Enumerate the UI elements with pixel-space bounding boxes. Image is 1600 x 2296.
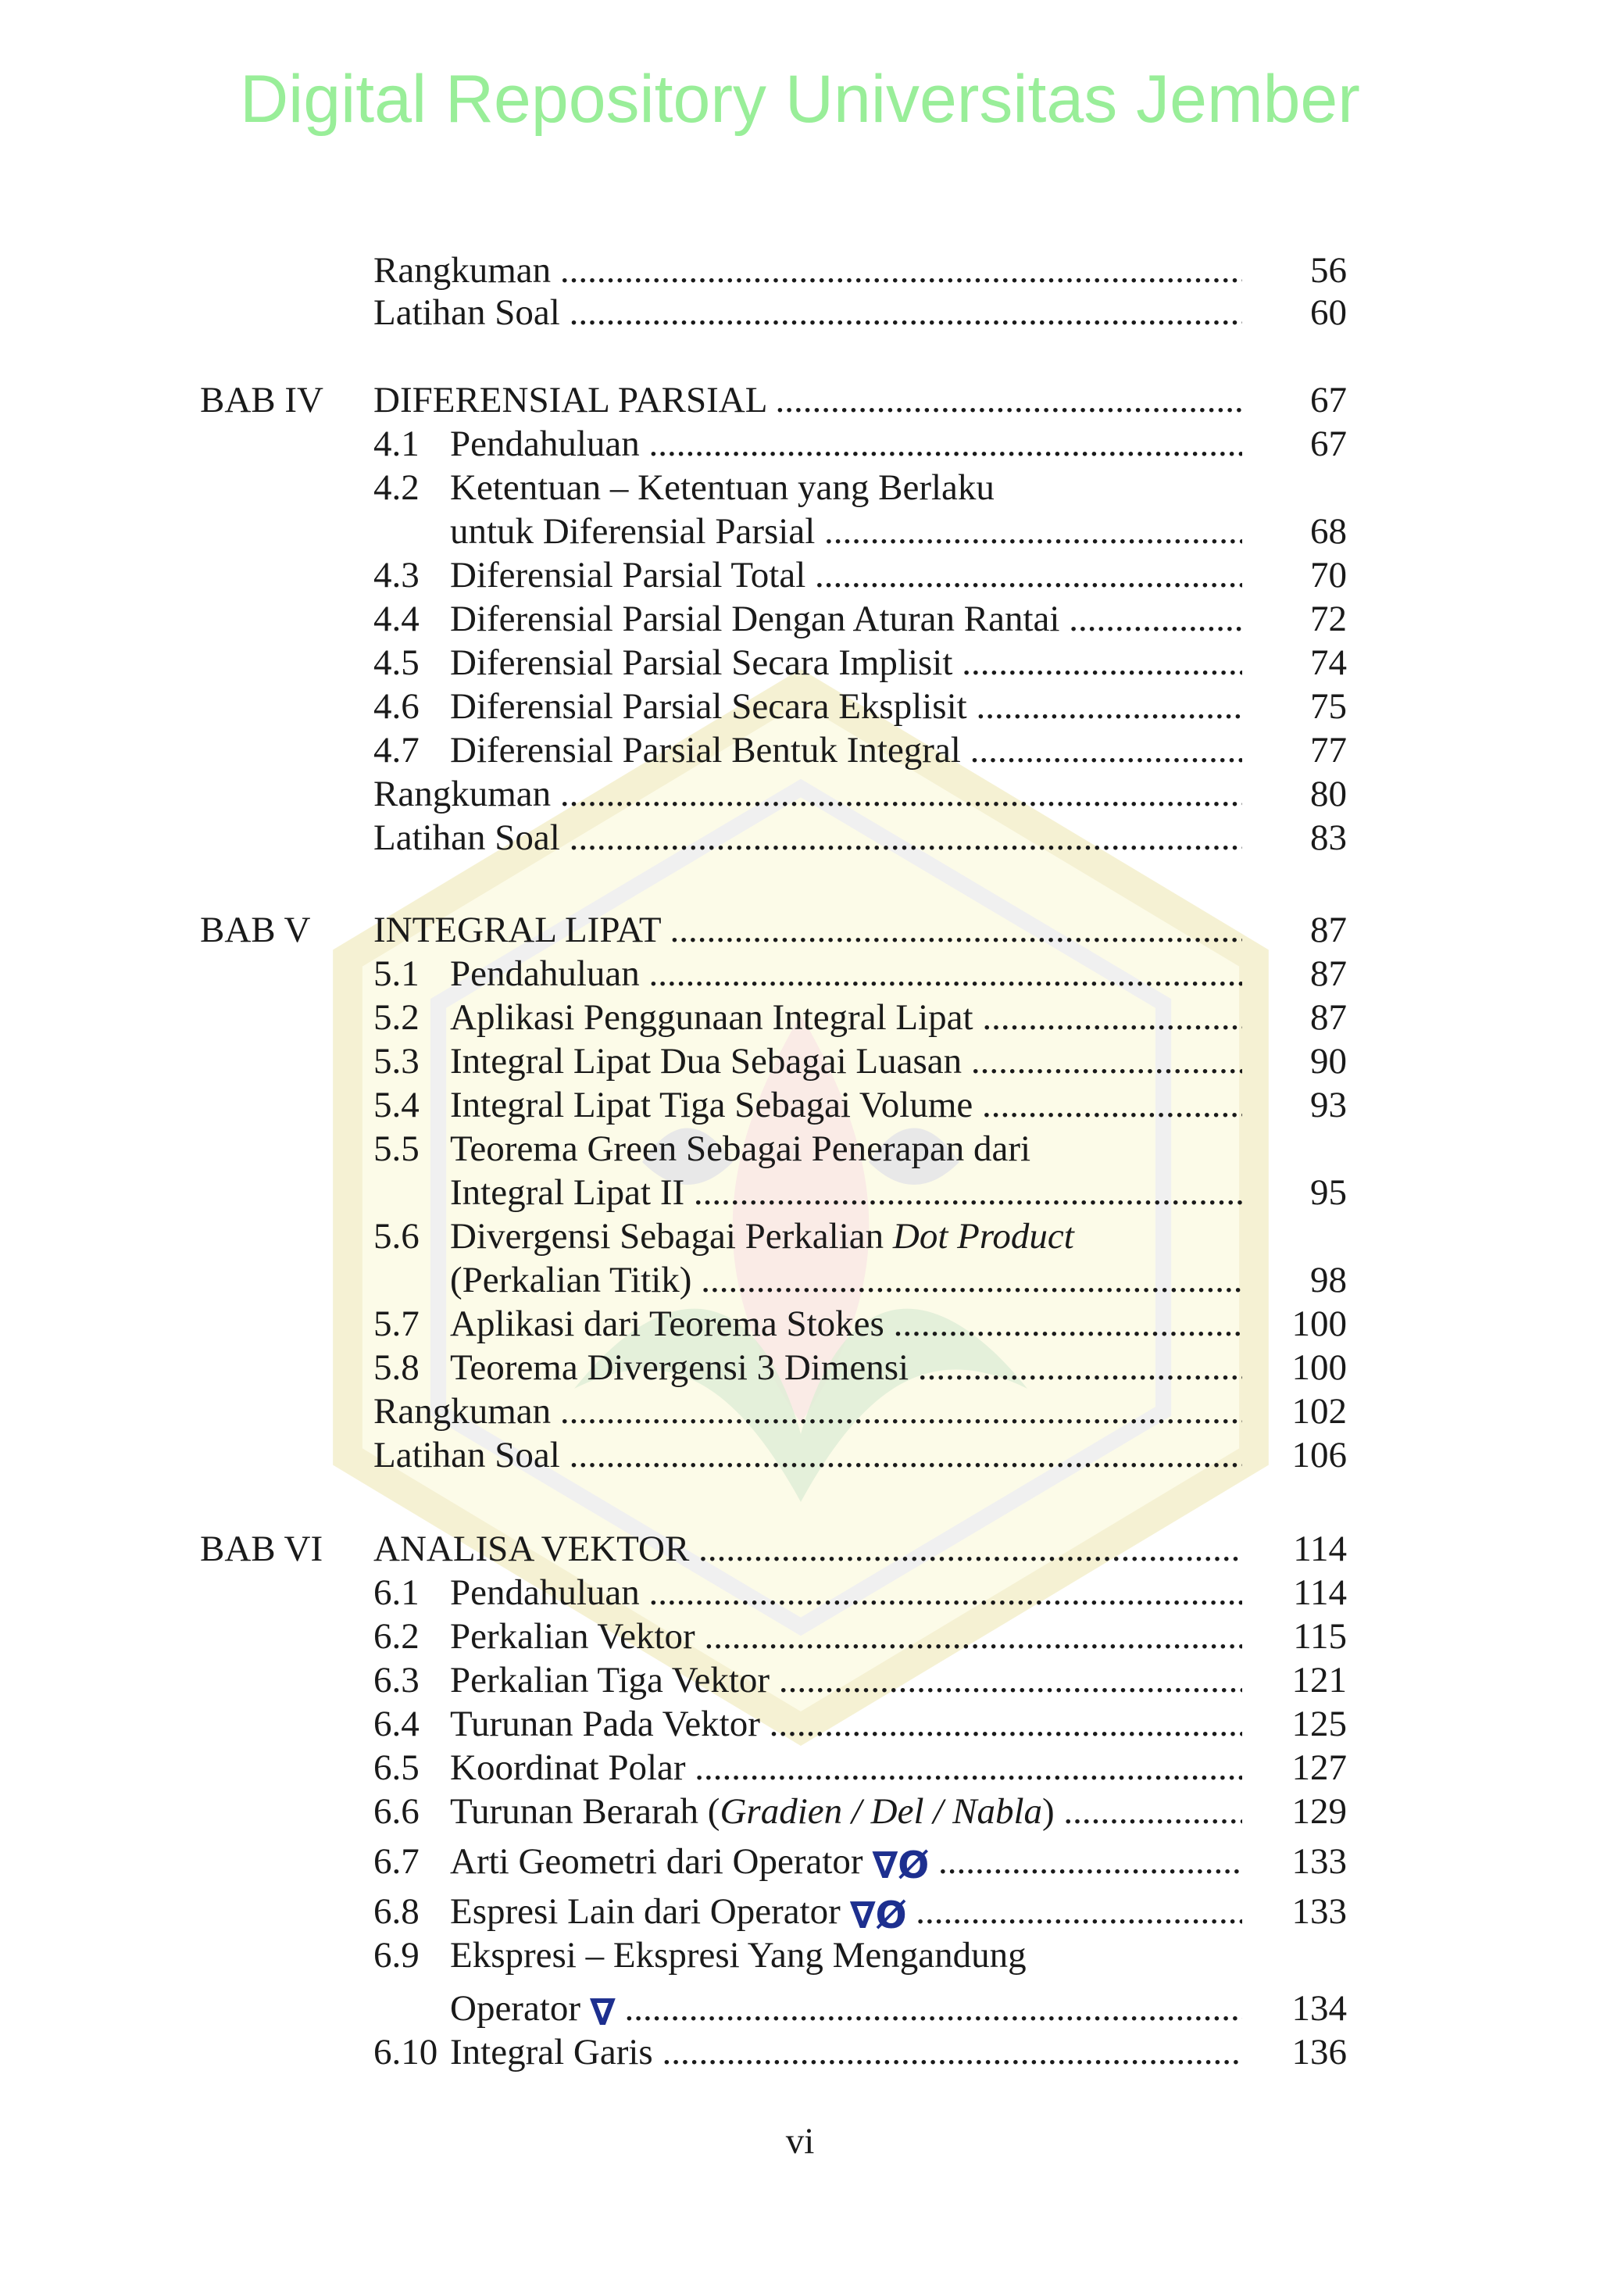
entry-title xyxy=(450,994,1242,1041)
entry-title xyxy=(450,552,1242,599)
entry-title xyxy=(450,1257,1242,1304)
operator-symbol: ∇Ø xyxy=(872,1844,930,1887)
page-ref: 129 xyxy=(1291,1791,1347,1832)
entry-title-text: Diferensial Parsial Dengan Aturan Rantai xyxy=(450,599,1060,639)
entry-title-text: Arti Geometri dari Operator xyxy=(450,1841,863,1882)
entry-title xyxy=(450,1300,1242,1347)
entry-title-text: Pendahuluan xyxy=(450,424,640,464)
entry-title xyxy=(450,595,1242,642)
page-ref: 87 xyxy=(1310,953,1347,994)
toc-row xyxy=(0,289,1600,336)
section-number: 5.4 xyxy=(373,1085,420,1125)
page-ref: 102 xyxy=(1291,1391,1347,1432)
toc-row xyxy=(0,1169,1600,1216)
entry-title xyxy=(373,1525,1242,1572)
toc-row xyxy=(0,1701,1600,1747)
page-ref: 127 xyxy=(1291,1747,1347,1788)
page-ref: 74 xyxy=(1310,642,1347,683)
toc-row xyxy=(0,1569,1600,1616)
toc-row xyxy=(0,552,1600,599)
section-number: 4.3 xyxy=(373,555,420,595)
entry-title xyxy=(373,1388,1242,1435)
entry-title-text: Integral Garis xyxy=(450,2032,653,2072)
toc-row xyxy=(0,595,1600,642)
entry-title-text: Teorema Divergensi 3 Dimensi xyxy=(450,1347,909,1388)
entry-title-text: untuk Diferensial Parsial xyxy=(450,511,816,552)
page-ref: 114 xyxy=(1293,1529,1347,1569)
page-ref: 80 xyxy=(1310,774,1347,814)
entry-title xyxy=(450,420,1242,467)
toc-row xyxy=(0,508,1600,555)
toc-row xyxy=(0,1344,1600,1391)
page-ref: 87 xyxy=(1310,910,1347,950)
entry-title xyxy=(450,464,1242,511)
toc-row xyxy=(0,1888,1600,1935)
page-ref: 75 xyxy=(1310,686,1347,727)
toc-row xyxy=(0,907,1600,953)
toc-row xyxy=(0,683,1600,730)
entry-title-text: Turunan Pada Vektor xyxy=(450,1704,760,1744)
page-ref: 125 xyxy=(1291,1704,1347,1744)
entry-title-emphasis: Dot Product xyxy=(892,1216,1074,1257)
toc-row xyxy=(0,1838,1600,1885)
entry-title-text: (Perkalian Titik) xyxy=(450,1260,692,1300)
page-ref: 56 xyxy=(1310,250,1347,291)
toc-row xyxy=(0,377,1600,424)
section-number: 6.8 xyxy=(373,1891,420,1932)
section-number: 5.3 xyxy=(373,1041,420,1082)
page-ref: 114 xyxy=(1293,1572,1347,1613)
entry-title-text: DIFERENSIAL PARSIAL xyxy=(373,380,766,420)
entry-title xyxy=(450,1169,1242,1216)
section-number: 6.10 xyxy=(373,2032,438,2072)
toc-row xyxy=(0,1257,1600,1304)
page-ref: 67 xyxy=(1310,380,1347,420)
chapter-label: BAB IV xyxy=(200,380,323,420)
toc-row xyxy=(0,1788,1600,1835)
toc-row xyxy=(0,639,1600,686)
entry-title-text: Diferensial Parsial Secara Implisit xyxy=(450,642,953,683)
entry-title-text: Latihan Soal xyxy=(373,817,560,858)
entry-title-text: Operator xyxy=(450,1988,581,2029)
toc-row xyxy=(0,1932,1600,1979)
entry-title-text: Rangkuman xyxy=(373,1391,552,1432)
page-ref: 68 xyxy=(1310,511,1347,552)
entry-title-text: Latihan Soal xyxy=(373,292,560,333)
section-number: 6.7 xyxy=(373,1841,420,1882)
entry-title-text: Rangkuman xyxy=(373,774,552,814)
page-ref: 60 xyxy=(1310,292,1347,333)
page-ref: 100 xyxy=(1291,1304,1347,1344)
operator-symbol: ∇Ø xyxy=(849,1894,907,1937)
entry-title-text: Koordinat Polar xyxy=(450,1747,686,1788)
entry-title xyxy=(450,1038,1242,1085)
entry-title-text: Turunan Berarah ( xyxy=(450,1791,720,1832)
page-ref: 72 xyxy=(1310,599,1347,639)
section-number: 6.4 xyxy=(373,1704,420,1744)
entry-title-text: Divergensi Sebagai Perkalian xyxy=(450,1216,893,1257)
entry-title-text: Integral Lipat Tiga Sebagai Volume xyxy=(450,1085,973,1125)
entry-title-text: Pendahuluan xyxy=(450,953,640,994)
section-number: 5.1 xyxy=(373,953,420,994)
toc-row xyxy=(0,1388,1600,1435)
operator-symbol: ∇ xyxy=(590,1991,616,2034)
entry-title xyxy=(373,771,1242,817)
chapter-label: BAB VI xyxy=(200,1529,323,1569)
toc-row xyxy=(0,1744,1600,1791)
toc-row xyxy=(0,1657,1600,1704)
entry-title xyxy=(450,1701,1242,1747)
toc-row xyxy=(0,814,1600,861)
section-number: 4.7 xyxy=(373,730,420,771)
entry-title xyxy=(373,377,1242,424)
entry-title-text: Ekspresi – Ekspresi Yang Mengandung xyxy=(450,1935,1027,1976)
entry-title-text: Ketentuan – Ketentuan yang Berlaku xyxy=(450,467,995,508)
toc-row xyxy=(0,994,1600,1041)
section-number: 6.9 xyxy=(373,1935,420,1976)
entry-title-text: Aplikasi dari Teorema Stokes xyxy=(450,1304,884,1344)
entry-title xyxy=(450,1657,1242,1704)
entry-title xyxy=(450,950,1242,997)
entry-title-emphasis: Gradien / Del / Nabla xyxy=(720,1791,1043,1832)
page-ref: 98 xyxy=(1310,1260,1347,1300)
section-number: 5.8 xyxy=(373,1347,420,1388)
entry-title xyxy=(450,1344,1242,1391)
section-number: 6.5 xyxy=(373,1747,420,1788)
toc-row xyxy=(0,1038,1600,1085)
entry-title xyxy=(373,814,1242,861)
entry-title-text: Diferensial Parsial Bentuk Integral xyxy=(450,730,961,771)
page-ref: 106 xyxy=(1291,1435,1347,1475)
entry-title xyxy=(450,1125,1242,1172)
page-ref: 133 xyxy=(1291,1891,1347,1932)
entry-title xyxy=(450,1932,1242,1979)
entry-title-text: Perkalian Tiga Vektor xyxy=(450,1660,770,1701)
section-number: 5.2 xyxy=(373,997,420,1038)
entry-title xyxy=(450,1213,1242,1260)
toc-row xyxy=(0,950,1600,997)
entry-title-text: Espresi Lain dari Operator xyxy=(450,1891,841,1932)
entry-title xyxy=(373,289,1242,336)
page-ref: 134 xyxy=(1291,1988,1347,2029)
toc-row xyxy=(0,1125,1600,1172)
page-ref: 100 xyxy=(1291,1347,1347,1388)
section-number: 4.4 xyxy=(373,599,420,639)
chapter-label: BAB V xyxy=(200,910,311,950)
section-number: 4.5 xyxy=(373,642,420,683)
toc-row xyxy=(0,247,1600,294)
entry-title-text: Integral Lipat II xyxy=(450,1172,685,1213)
entry-title-text: Diferensial Parsial Secara Eksplisit xyxy=(450,686,967,727)
entry-title xyxy=(450,508,1242,555)
toc-row xyxy=(0,1213,1600,1260)
page-ref: 90 xyxy=(1310,1041,1347,1082)
entry-title-text: ) xyxy=(1042,1791,1055,1832)
entry-title-text: Integral Lipat Dua Sebagai Luasan xyxy=(450,1041,962,1082)
entry-title-text: Teorema Green Sebagai Penerapan dari xyxy=(450,1128,1031,1169)
entry-title xyxy=(450,639,1242,686)
entry-title-text: Latihan Soal xyxy=(373,1435,560,1475)
page-ref: 95 xyxy=(1310,1172,1347,1213)
toc-row xyxy=(0,2029,1600,2076)
entry-title-text: Aplikasi Penggunaan Integral Lipat xyxy=(450,997,973,1038)
toc-row xyxy=(0,1613,1600,1660)
page-ref: 83 xyxy=(1310,817,1347,858)
entry-title xyxy=(450,1613,1242,1660)
toc-row xyxy=(0,464,1600,511)
page-ref: 121 xyxy=(1291,1660,1347,1701)
repository-header: Digital Repository Universitas Jember xyxy=(240,62,1360,137)
entry-title xyxy=(373,907,1242,953)
entry-title-text: Rangkuman xyxy=(373,250,552,291)
section-number: 5.5 xyxy=(373,1128,420,1169)
toc-row xyxy=(0,1432,1600,1479)
section-number: 4.2 xyxy=(373,467,420,508)
entry-title-text: INTEGRAL LIPAT xyxy=(373,910,661,950)
toc-row xyxy=(0,771,1600,817)
section-number: 4.6 xyxy=(373,686,420,727)
page-ref: 136 xyxy=(1291,2032,1347,2072)
page-ref: 115 xyxy=(1293,1616,1347,1657)
entry-title xyxy=(373,1432,1242,1479)
entry-title-text: Pendahuluan xyxy=(450,1572,640,1613)
entry-title-text: Perkalian Vektor xyxy=(450,1616,695,1657)
page-ref: 77 xyxy=(1310,730,1347,771)
section-number: 5.6 xyxy=(373,1216,420,1257)
page-ref: 133 xyxy=(1291,1841,1347,1882)
entry-title-text: Diferensial Parsial Total xyxy=(450,555,806,595)
entry-title xyxy=(450,1744,1242,1791)
entry-title xyxy=(373,247,1242,294)
page-ref: 70 xyxy=(1310,555,1347,595)
page-ref: 93 xyxy=(1310,1085,1347,1125)
section-number: 6.1 xyxy=(373,1572,420,1613)
toc-row xyxy=(0,1525,1600,1572)
entry-title-text: ANALISA VEKTOR xyxy=(373,1529,690,1569)
toc-row xyxy=(0,420,1600,467)
page-number: vi xyxy=(785,2121,815,2162)
section-number: 6.2 xyxy=(373,1616,420,1657)
entry-title xyxy=(450,727,1242,774)
toc-row xyxy=(0,1985,1600,2032)
page-ref: 87 xyxy=(1310,997,1347,1038)
page-ref: 67 xyxy=(1310,424,1347,464)
section-number: 4.1 xyxy=(373,424,420,464)
section-number: 6.3 xyxy=(373,1660,420,1701)
entry-title xyxy=(450,1838,1242,1890)
section-number: 6.6 xyxy=(373,1791,420,1832)
entry-title xyxy=(450,2029,1242,2076)
section-number: 5.7 xyxy=(373,1304,420,1344)
toc-row xyxy=(0,1082,1600,1128)
entry-title xyxy=(450,1569,1242,1616)
entry-title xyxy=(450,683,1242,730)
toc-row xyxy=(0,1300,1600,1347)
entry-title xyxy=(450,1788,1242,1835)
entry-title xyxy=(450,1082,1242,1128)
toc-row xyxy=(0,727,1600,774)
